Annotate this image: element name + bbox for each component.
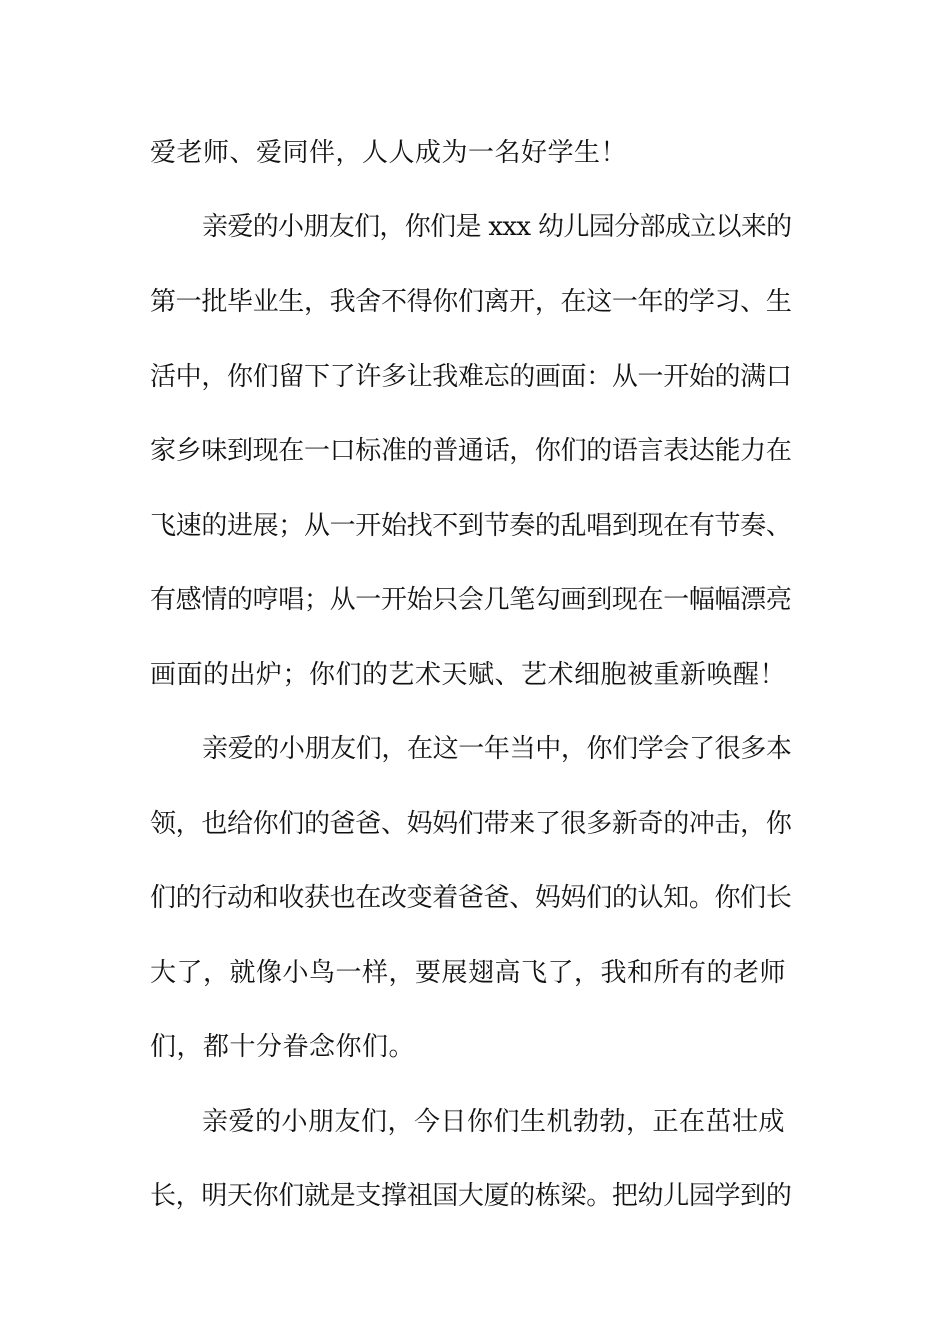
paragraph-first-line: 亲爱的小朋友们，今日你们生机勃勃，正在茁壮成: [202, 1107, 786, 1137]
text-line: 画面的出炉；你们的艺术天赋、艺术细胞被重新唤醒！: [150, 660, 787, 690]
text-line: 长，明天你们就是支撑祖国大厦的栋梁。把幼儿园学到的: [150, 1181, 792, 1211]
text-line: 有感情的哼唱；从一开始只会几笔勾画到现在一幅幅漂亮: [150, 585, 792, 615]
paragraph-first-line: 亲爱的小朋友们，在这一年当中，你们学会了很多本: [202, 734, 792, 764]
text-line: 活中，你们留下了许多让我难忘的画面：从一开始的满口: [150, 362, 792, 392]
text-line: 领，也给你们的爸爸、妈妈们带来了很多新奇的冲击，你: [150, 809, 792, 839]
text-line: 第一批毕业生，我舍不得你们离开，在这一年的学习、生: [150, 287, 792, 317]
text-line: 们的行动和收获也在改变着爸爸、妈妈们的认知。你们长: [150, 883, 792, 913]
text-line: 飞速的进展；从一开始找不到节奏的乱唱到现在有节奏、: [150, 511, 792, 541]
text-line: 们，都十分眷念你们。: [150, 1032, 416, 1062]
paragraph-first-line: 亲爱的小朋友们，你们是 xxx 幼儿园分部成立以来的: [202, 212, 792, 242]
text-line: 大了，就像小鸟一样，要展翅高飞了，我和所有的老师: [150, 958, 787, 988]
text-line: 爱老师、爱同伴，人人成为一名好学生！: [150, 138, 628, 168]
text-line: 家乡味到现在一口标准的普通话，你们的语言表达能力在: [150, 436, 792, 466]
